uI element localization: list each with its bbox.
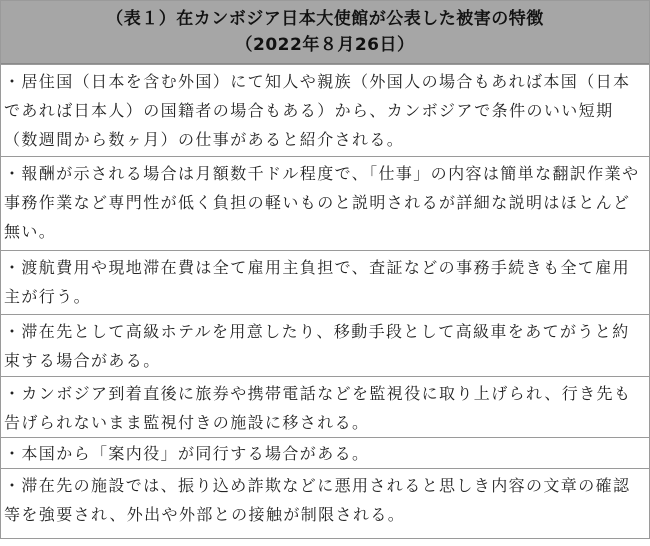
table-row: ・報酬が示される場合は月額数千ドル程度で、「仕事」の内容は簡単な翻訳作業や事務作業など専門性が低く負担の軽いものと説明されるが詳細な説明はほとんど無い。 <box>1 156 649 250</box>
table-date: （2022年８月26日） <box>235 35 415 55</box>
table-row: ・滞在先の施設では、振り込め詐欺などに悪用されると思しき内容の文章の確認等を強要され、外出や外部との接触が制限される。 <box>1 468 649 538</box>
table-row: ・滞在先として高級ホテルを用意したり、移動手段として高級車をあてがうと約束する場合がある。 <box>1 314 649 376</box>
table-row: ・渡航費用や現地滞在費は全て雇用主負担で、査証などの事務手続きも全て雇用主が行う。 <box>1 250 649 314</box>
table-row: ・本国から「案内役」が同行する場合がある。 <box>1 437 649 468</box>
table-header <box>1 1 649 64</box>
table-title: （表１）在カンボジア日本大使館が公表した被害の特徴 <box>106 9 544 29</box>
table-row: ・カンボジア到着直後に旅券や携帯電話などを監視役に取り上げられ、行き先も告げられないまま監視付きの施設に移される。 <box>1 376 649 437</box>
table-row: ・居住国（日本を含む外国）にて知人や親族（外国人の場合もあれば本国（日本であれば日本人）の国籍者の場合もある）から、カンボジアで条件のいい短期（数週間から数ヶ月）の仕事があると紹介される。 <box>1 64 649 156</box>
